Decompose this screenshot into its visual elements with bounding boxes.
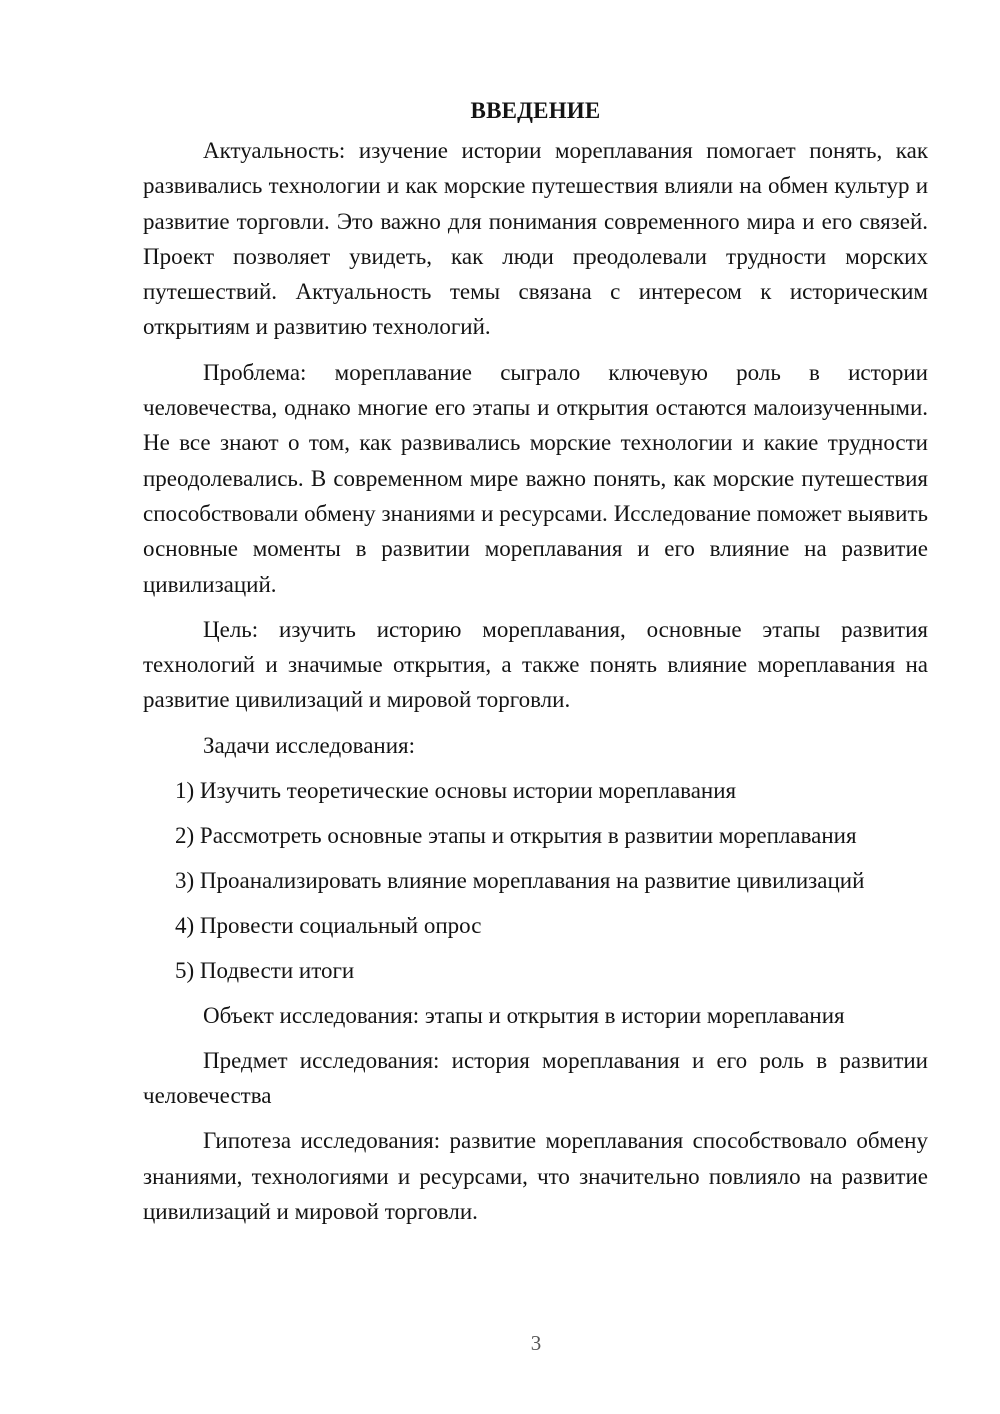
research-hypothesis: Гипотеза исследования: развитие мореплавания способствовало обмену знаниями, технологиями и ресурсами, что значительно повлияло на развитие цивилизаций и мировой торговли. — [143, 1128, 928, 1224]
task-item-1: 1) Изучить теоретические основы истории мореплавания — [175, 777, 737, 803]
task-item-4: 4) Провести социальный опрос — [175, 912, 482, 938]
problem-paragraph: Проблема: мореплавание сыграло ключевую роль в истории человечества, однако многие его этапы и открытия остаются малоизученными. Не все знают о том, как развивались морские технологии и какие трудности преодолевались. В современном мире важно понять, как морские путешествия способствовали обмену знаниями и ресурсами. Исследование поможет выявить основные моменты в развитии мореплавания и его влияние на развитие цивилизаций. — [143, 359, 928, 597]
task-item-5: 5) Подвести итоги — [175, 957, 355, 983]
tasks-heading: Задачи исследования: — [203, 732, 416, 758]
task-item-2: 2) Рассмотреть основные этапы и открытия в развитии мореплавания — [175, 822, 857, 848]
relevance-paragraph: Актуальность: изучение истории мореплавания помогает понять, как развивались технологии и как морские путешествия влияли на обмен культур и развитие торговли. Это важно для понимания современного мира и его связей. Проект позволяет увидеть, как люди преодолевали трудности морских путешествий. Актуальность темы связана с интересом к историческим открытиям и развитию технологий. — [143, 138, 928, 340]
research-object: Объект исследования: этапы и открытия в истории мореплавания — [203, 1002, 845, 1028]
page-number: 3 — [530, 1331, 542, 1355]
task-item-3: 3) Проанализировать влияние мореплавания на развитие цивилизаций — [175, 867, 865, 893]
goal-paragraph: Цель: изучить историю мореплавания, основные этапы развития технологий и значимые открытия, а также понять влияние мореплавания на развитие цивилизаций и мировой торговли. — [143, 616, 928, 713]
section-title: ВВЕДЕНИЕ — [470, 98, 601, 123]
research-subject: Предмет исследования: история мореплавания и его роль в развитии человечества — [143, 1047, 928, 1109]
page-content — [143, 93, 928, 1239]
